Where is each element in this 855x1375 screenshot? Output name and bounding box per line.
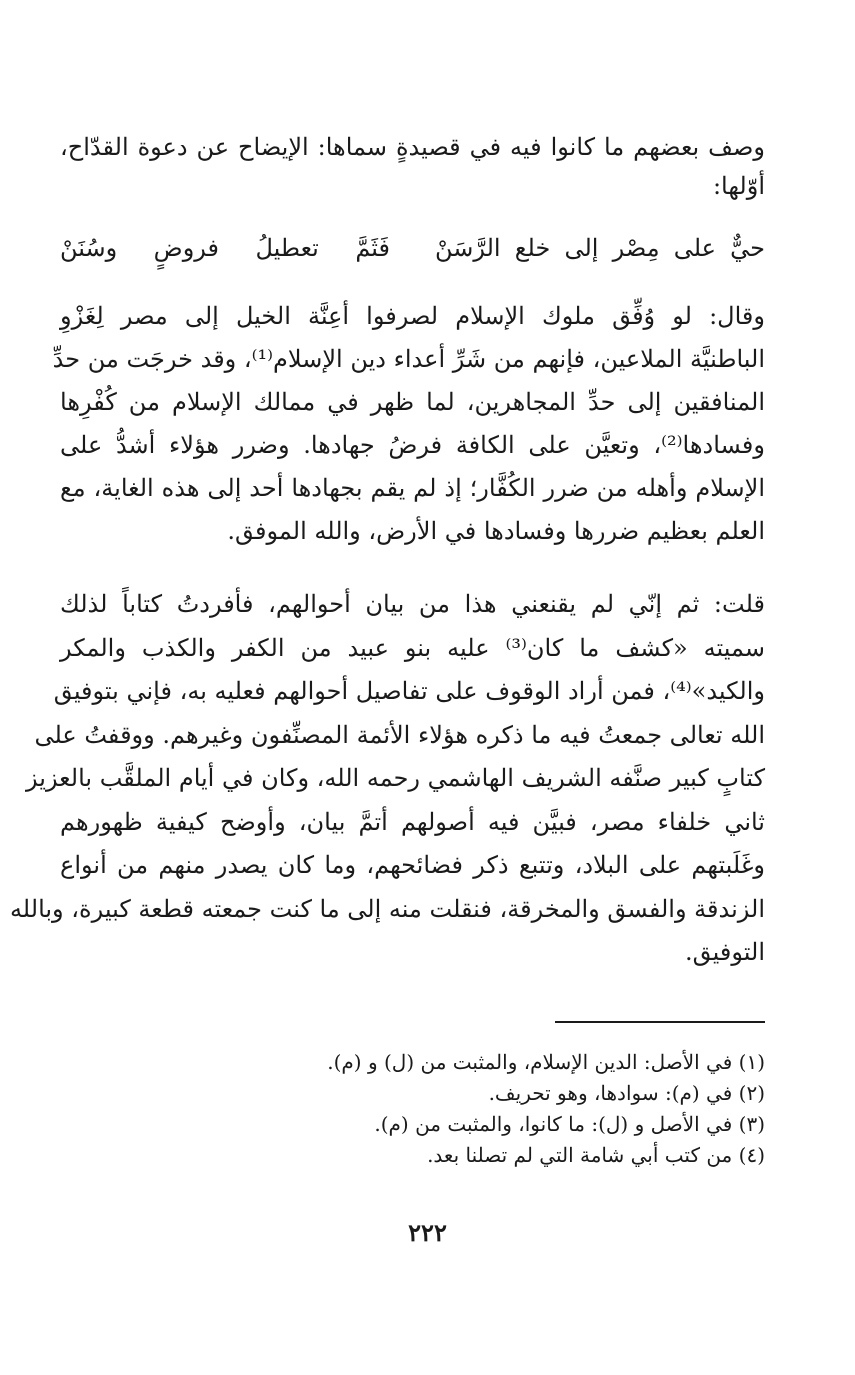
text-line: وغَلَبتهم على البلاد، وتتبع ذكر فضائحهم، وما كان يصدر منهم من أنواع <box>60 851 765 879</box>
footnote: (١) في الأصل: الدين الإسلام، والمثبت من (ل) و (م). <box>327 1050 765 1074</box>
footnote: (٢) في (م): سوادها، وهو تحريف. <box>488 1081 765 1105</box>
text-line: كتابٍ كبير صنَّفه الشريف الهاشمي رحمه الله، وكان في أيام الملقَّب بالعزيز <box>26 764 765 792</box>
text-line: الباطنيَّة الملاعين، فإنهم من شَرِّ أعداء دين الإسلام⁽¹⁾، وقد خرجَت من حدِّ <box>52 345 765 373</box>
text-line: قلت: ثم إنّي لم يقنعني هذا من بيان أحوالهم، فأفردتُ كتاباً لذلك <box>60 590 765 618</box>
paragraph-quote <box>52 295 765 553</box>
text-line: المنافقين إلى حدِّ المجاهرين، لما ظهر في ممالك الإسلام من كُفْرِها <box>60 388 765 416</box>
text-line: والكيد»⁽⁴⁾، فمن أراد الوقوف على تفاصيل أحوالهم فعليه به، فإني بتوفيق <box>53 677 765 705</box>
text-line: ثاني خلفاء مصر، فبيَّن فيه أصولهم أتمَّ بيان، وأوضح كيفية ظهورهم <box>60 807 765 836</box>
text-line: الله تعالى جمعتُ فيه ما ذكره هؤلاء الأئمة المصنِّفون وغيرهم. ووقفتُ على <box>34 720 765 749</box>
text-line: وصف بعضهم ما كانوا فيه في قصيدةٍ سماها: الإيضاح عن دعوة القدّاح، <box>60 133 765 161</box>
verse-second-hemistich: فَثَمَّ تعطيلُ فروضٍ وسُنَنْ <box>60 234 390 262</box>
footnote: (٤) من كتب أبي شامة التي لم تصلنا بعد. <box>427 1143 765 1167</box>
footnote: (٣) في الأصل و (ل): ما كانوا، والمثبت من (م). <box>374 1112 765 1136</box>
page-number: ٢٢٢ <box>408 1218 447 1247</box>
footnotes <box>60 1047 765 1171</box>
text-line: وقال: لو وُفِّق ملوك الإسلام لصرفوا أعِنَّة الخيل إلى مصر لِغَزْوِ <box>60 302 765 330</box>
paragraph-intro <box>60 128 765 206</box>
text-line: أوّلها: <box>712 172 765 200</box>
text-line: العلم بعظيم ضررها وفسادها في الأرض، والله الموفق. <box>227 517 765 545</box>
poem-verse <box>60 228 765 268</box>
text-line: سميته «كشف ما كان⁽³⁾ عليه بنو عبيد من الكفر والكذب والمكر <box>60 633 766 662</box>
text-line: الإسلام وأهله من ضرر الكُفَّار؛ إذ لم يقم بجهادها أحد إلى هذه الغاية، مع <box>60 474 765 502</box>
text-line: وفسادها⁽²⁾، وتعيَّن على الكافة فرضُ جهادها. وضرر هؤلاء أشدُّ على <box>60 431 765 459</box>
footnote-divider <box>555 1021 765 1023</box>
text-line: الزندقة والفسق والمخرقة، فنقلت منه إلى ما كنت جمعته قطعة كبيرة، وبالله <box>9 894 765 923</box>
paragraph-author-note <box>9 583 766 975</box>
text-line: التوفيق. <box>685 938 765 966</box>
verse-first-hemistich: حيٌّ على مِصْر إلى خلع الرَّسَنْ <box>435 234 765 262</box>
